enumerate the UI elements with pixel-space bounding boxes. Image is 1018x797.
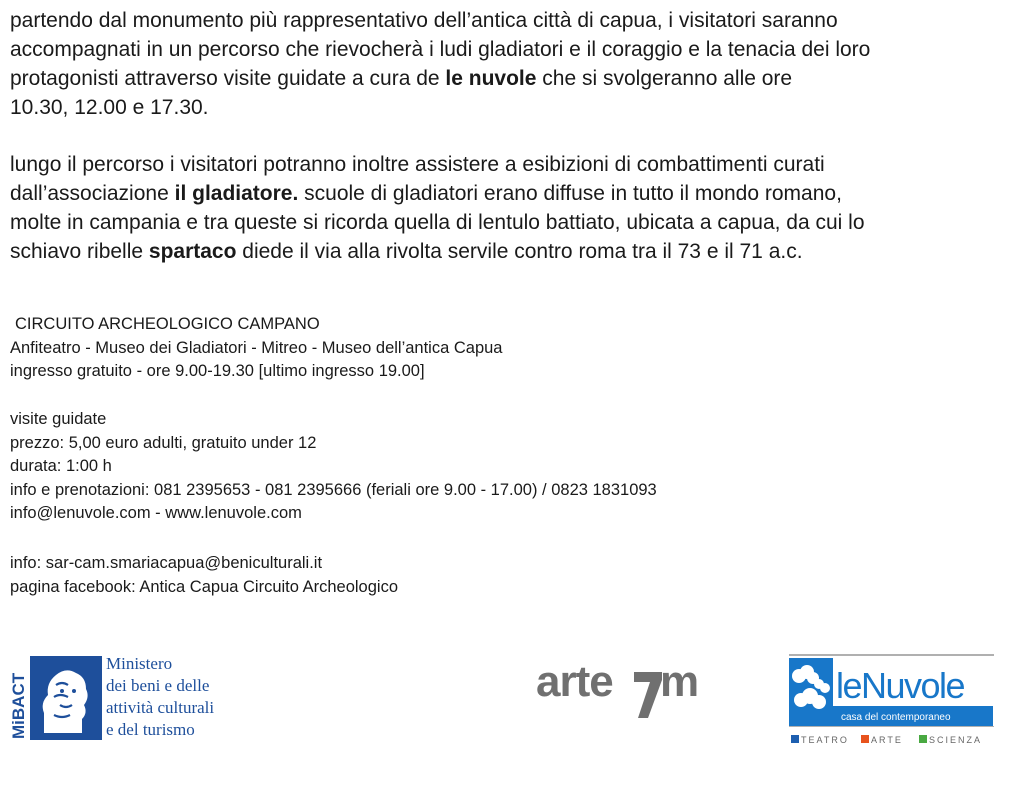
gladiator-paragraph	[10, 150, 1000, 266]
nuvole-tag-scienza: SCIENZA	[929, 735, 983, 745]
tour-times: 10.30, 12.00 e 17.30.	[10, 96, 209, 119]
circuit-info	[10, 313, 1000, 384]
intro-line-pre: protagonisti attraverso visite guidate a cura de	[10, 67, 446, 90]
nuvole-tag-arte: ARTE	[871, 735, 903, 745]
body-line-post: scuole di gladiatori erano diffuse in tutto il mondo romano,	[298, 182, 842, 205]
body-line: molte in campania e tra queste si ricorda quella di lentulo battiato, ubicata a capua, da cui lo	[10, 211, 865, 234]
il-gladiatore-bold: il gladiatore.	[174, 182, 299, 205]
nuvole-subtitle: casa del contemporaneo	[841, 712, 951, 723]
nuvole-tag-teatro: TEATRO	[801, 735, 849, 745]
mibact-emblem-icon	[10, 653, 102, 745]
lenuvole-logo	[789, 654, 994, 746]
intro-line: accompagnati in un percorso che rievocherà i ludi gladiatori e il coraggio e la tenacia dei loro	[10, 38, 871, 61]
mibact-line: attività culturali	[106, 698, 215, 717]
artem-seven-icon	[634, 672, 662, 718]
tours-duration: durata: 1:00 h	[10, 457, 112, 475]
circuit-sites: Anfiteatro - Museo dei Gladiatori - Mitreo - Museo dell’antica Capua	[10, 338, 503, 357]
contacts-info	[10, 552, 1000, 599]
tours-price: prezzo: 5,00 euro adulti, gratuito under 12	[10, 433, 317, 452]
spartaco-bold: spartaco	[148, 240, 237, 263]
body-line-post: diede il via alla rivolta servile contro roma tra il 73 e il 71 a.c.	[236, 240, 803, 263]
tours-contact: info@lenuvole.com - www.lenuvole.com	[10, 504, 302, 522]
contact-email: info: sar-cam.smariacapua@beniculturali.it	[10, 554, 323, 572]
tours-heading: visite guidate	[10, 410, 107, 428]
mibact-line: Ministero	[106, 654, 173, 673]
le-nuvole-bold: le nuvole	[445, 67, 537, 90]
body-line-pre: schiavo ribelle	[10, 240, 149, 263]
contact-facebook: pagina facebook: Antica Capua Circuito Archeologico	[10, 577, 398, 596]
mibact-line: e del turismo	[106, 720, 195, 739]
intro-line-post: che si svolgeranno alle ore	[536, 67, 793, 90]
body-line-pre: dall’associazione	[10, 182, 175, 205]
circuit-title: CIRCUITO ARCHEOLOGICO CAMPANO	[15, 315, 320, 333]
tours-info	[10, 408, 1000, 526]
intro-paragraph	[10, 6, 1000, 122]
nuvole-name: leNuvole	[836, 665, 965, 706]
mibact-logo	[10, 653, 250, 745]
mibact-line: dei beni e delle	[106, 676, 210, 695]
intro-line: partendo dal monumento più rappresentativo dell’antica città di capua, i visitatori saranno	[10, 9, 838, 32]
artem-logo	[536, 656, 706, 722]
mibact-vertical-text: MiBACT	[10, 672, 28, 739]
circuit-entry: ingresso gratuito - ore 9.00-19.30 [ultimo ingresso 19.00]	[10, 362, 425, 380]
body-line: lungo il percorso i visitatori potranno inoltre assistere a esibizioni di combattimenti curati	[10, 153, 825, 176]
mibact-name	[106, 653, 214, 741]
tours-booking: info e prenotazioni: 081 2395653 - 081 2395666 (feriali ore 9.00 - 17.00) / 0823 1831093	[10, 480, 657, 499]
artem-m: m	[660, 657, 700, 706]
artem-wordmark: arte	[536, 657, 613, 706]
